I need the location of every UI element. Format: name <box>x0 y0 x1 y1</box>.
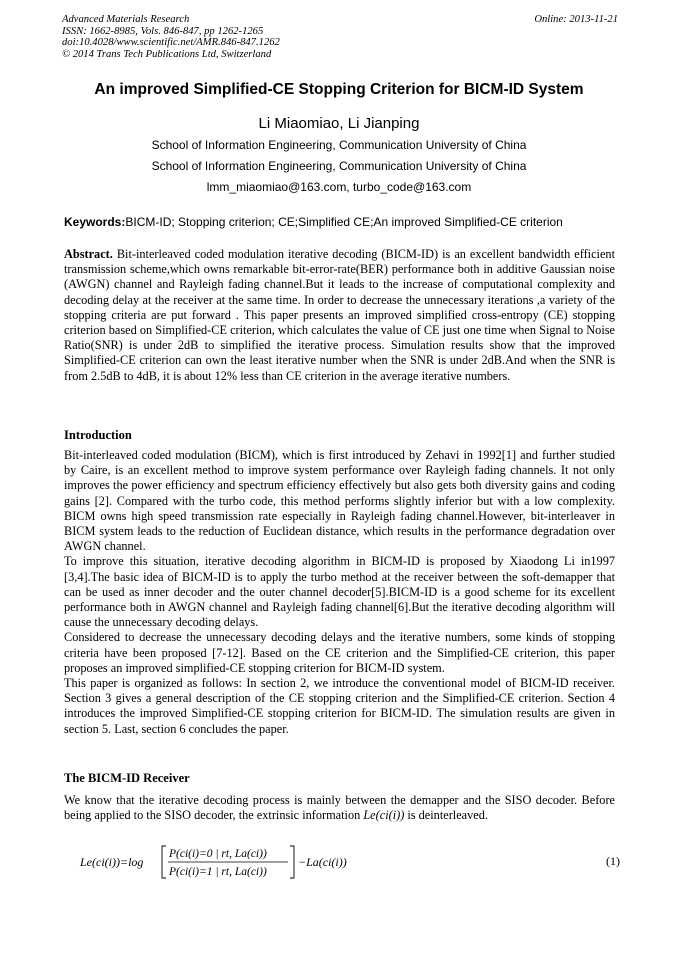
equation-right-bracket <box>290 846 294 878</box>
equation-lhs: Le(ci(i))=log <box>80 855 144 869</box>
keywords-label: Keywords: <box>64 215 126 229</box>
abstract <box>64 247 615 384</box>
online-date: Online: 2013-11-21 <box>534 14 618 25</box>
equation-number: (1) <box>606 854 620 868</box>
journal-header <box>62 14 618 60</box>
paper-title: An improved Simplified-CE Stopping Criterion for BICM-ID System <box>94 81 584 98</box>
equation-denominator: P(ci(i)=1 | rt, La(ci)) <box>169 866 267 878</box>
equation-numerator: P(ci(i)=0 | rt, La(ci)) <box>169 848 267 860</box>
bicm-text-1: We know that the iterative decoding process is mainly between the demapper and the SISO decoder. Before being applied to the SISO decoder, the extrinsic information <box>64 793 615 823</box>
authors: Li Miaomiao, Li Jianping <box>258 115 420 132</box>
intro-paragraph: Considered to decrease the unnecessary decoding delays and the iterative numbers, some kinds of stopping criteria have been proposed [7-12]. Based on the CE criterion and the Simplified-CE criterion, this paper proposes an improved simplified-CE stopping criterion for BICM-ID system. <box>64 630 615 675</box>
equation-graphic <box>80 842 347 882</box>
issn-line: ISSN: 1662-8985, Vols. 846-847, pp 1262-1265 <box>62 25 264 37</box>
equation-left-bracket <box>162 846 166 878</box>
equation-1 <box>80 842 620 882</box>
keywords <box>64 215 624 229</box>
abstract-text: Bit-interleaved coded modulation iterative decoding (BICM-ID) is an excellent bandwidth efficient transmission scheme,which owns remarkable bit-error-rate(BER) performance both in additive Gaussian noise (AWGN) channel and Rayleigh fading channel.But it leads to the increase of computational complexity and decoding delay at the receiver at the same time. In order to decrease the unnecessary iterations ,a variety of the stopping criteria are put forward . This paper presents an improved simplified cross-entropy (CE) stopping criterion based on Simplified-CE criterion, which calculates the value of CE just one time when Signal to Noise Ratio(SNR) is under 2dB to simplified the iterative process. Simulation results show that the improved Simplified-CE criterion can own the least iterative number when the SNR is under 2dB.And when the SNR is from 2.5dB to 4dB, it is about 12% less than CE criterion in the average iterative numbers. <box>64 247 615 383</box>
introduction-body <box>64 448 615 737</box>
keywords-text: BICM-ID; Stopping criterion; CE;Simplified CE;An improved Simplified-CE criterion <box>125 215 563 229</box>
affiliation-2: School of Information Engineering, Communication University of China <box>151 159 527 173</box>
copyright-line: © 2014 Trans Tech Publications Ltd, Switzerland <box>62 48 272 60</box>
intro-paragraph: To improve this situation, iterative decoding algorithm in BICM-ID is proposed by Xiaodong Li in1997 [3,4].The basic idea of BICM-ID is to apply the turbo method at the receiver between the soft-demapper that can be used as inner decoder and the outer channel decoder[5].BICM-ID is a good scheme for its excellent performance both in AWGN channel and Rayleigh fading channel[6].But the iterative decoding algorithm will cause the unnecessary decoding delays. <box>64 554 615 630</box>
bicm-inline-math: Le(ci(i)) <box>363 808 405 823</box>
author-emails: lmm_miaomiao@163.com, turbo_code@163.com <box>206 180 472 194</box>
intro-paragraph: This paper is organized as follows: In section 2, we introduce the conventional model of BICM-ID receiver. Section 3 gives a general description of the CE stopping criterion and the Simplified-CE criterion. Section 4 introduces the improved Simplified-CE stopping criterion for BICM-ID. The simulation results are given in section 5. Last, section 6 concludes the paper. <box>64 676 615 736</box>
intro-paragraph: Bit-interleaved coded modulation (BICM), which is first introduced by Zehavi in 1992[1] and further studied by Caire, is an excellent method to improve system performance over Rayleigh fading channels. It not only improves the power efficiency and spectrum efficiency effectively but also gets both diversity gains and coding gains [2]. Compared with the turbo code, this method performs slightly inferior but with a low complexity. BICM owns high speed transmission rate especially in Rayleigh fading channel.However, bit-interleaver in BICM system leads to the reduction of Euclidean distance, which results in the performance degradation over AWGN channel. <box>64 448 615 554</box>
journal-name: Advanced Materials Research <box>62 14 190 25</box>
equation-rhs: −La(ci(i)) <box>298 855 347 869</box>
affiliation-1: School of Information Engineering, Communication University of China <box>151 138 527 152</box>
bicm-paragraph <box>64 793 615 823</box>
section-heading-bicm-id-receiver: The BICM-ID Receiver <box>64 771 190 785</box>
section-heading-introduction: Introduction <box>64 428 132 442</box>
abstract-label: Abstract. <box>64 247 113 261</box>
doi-line: doi:10.4028/www.scientific.net/AMR.846-847.1262 <box>62 37 280 48</box>
bicm-text-2: is deinterleaved. <box>404 808 488 823</box>
